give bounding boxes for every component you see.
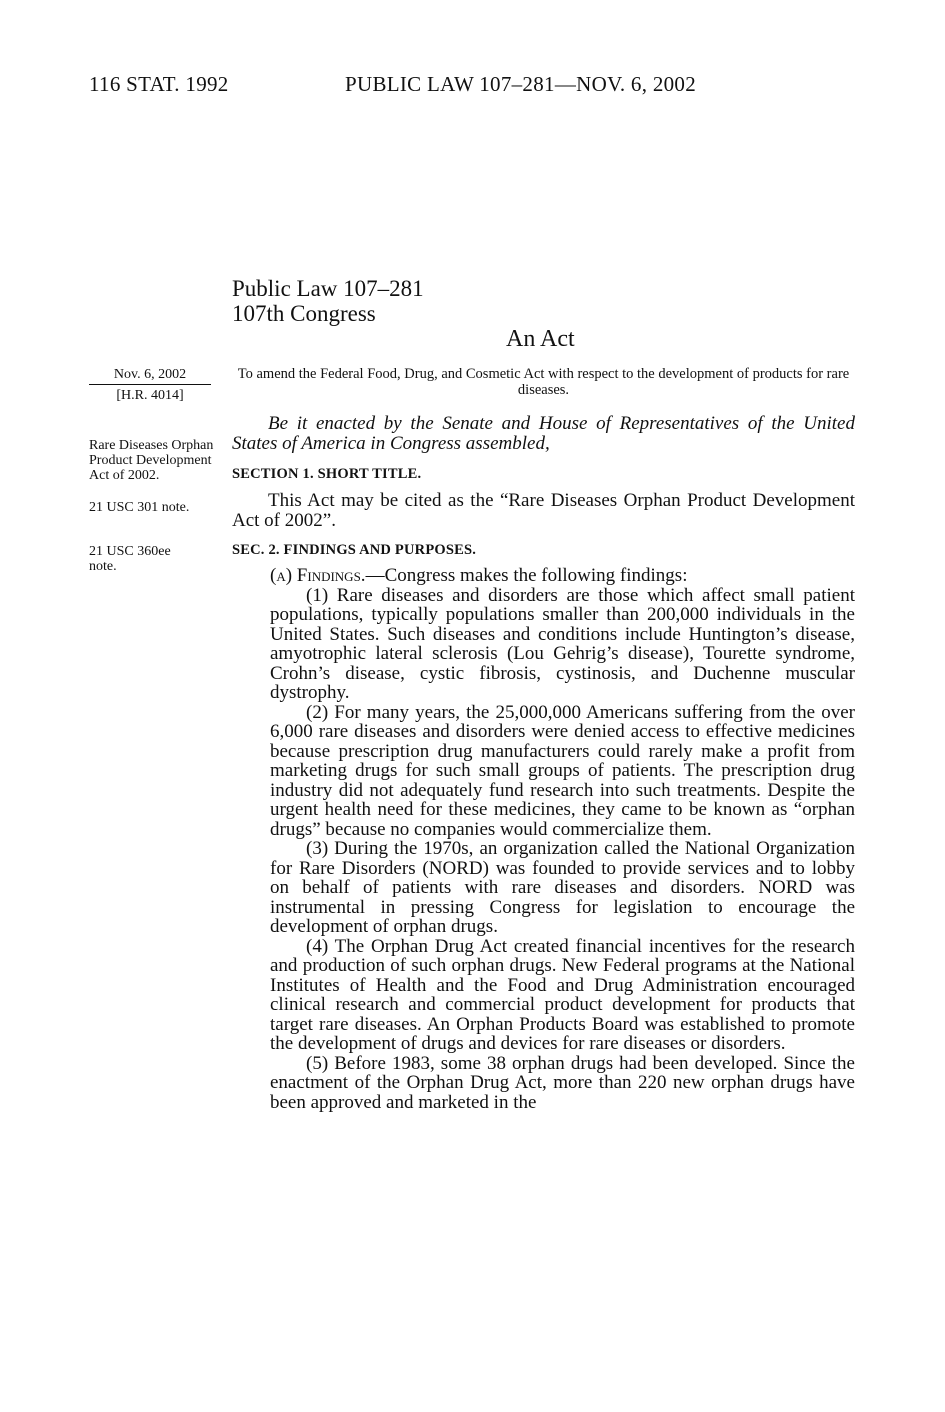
title-block — [232, 276, 424, 326]
act-label: An Act — [506, 326, 575, 352]
page-statute-reference: 116 STAT. 1992 — [89, 72, 229, 96]
law-number: Public Law 107–281 — [232, 276, 424, 301]
finding-3: (3) During the 1970s, an organization called the National Organization for Rare Disorders (NORD) was founded to provide services and to lobby on behalf of patients with rare diseases and disorders. NORD was instrumental in pressing Congress for legislation to encourage the development of orphan drugs. — [270, 838, 855, 937]
bill-number: [H.R. 4014] — [116, 388, 184, 403]
margin-note-usc-2: 21 USC 360ee note. — [89, 544, 171, 574]
margin-note-short-title: Rare Diseases Orphan Product Development Act of 2002. — [89, 438, 214, 483]
finding-4: (4) The Orphan Drug Act created financial incentives for the research and production of such orphan drugs. New Federal programs at the National Institutes of Health and the Food and Drug Administration encouraged clinical research and commercial product development for products that target rare diseases. An Orphan Products Board was established to promote the development of drugs and devices for rare diseases or disorders. — [270, 935, 855, 1054]
section-1-heading: SECTION 1. SHORT TITLE. — [232, 466, 422, 482]
section-1-text: This Act may be cited as the “Rare Diseases Orphan Product Development Act of 2002”. — [232, 490, 855, 531]
congress-label: 107th Congress — [232, 301, 376, 326]
date-bill-block — [89, 366, 211, 404]
date-divider — [89, 384, 211, 385]
section-2-heading: SEC. 2. FINDINGS AND PURPOSES. — [232, 542, 477, 558]
running-title: PUBLIC LAW 107–281—NOV. 6, 2002 — [345, 72, 697, 96]
margin-note-usc-1: 21 USC 301 note. — [89, 500, 190, 515]
finding-1: (1) Rare diseases and disorders are those which affect small patient populations, typically populations smaller than 200,000 individuals in the United States. Such diseases and conditions include Huntington’s disease, amyotrophic lateral sclerosis (Lou Gehrig’s disease), Tourette syndrome, Crohn’s disease, cystic fibrosis, cystinosis, and Duchenne muscular dystrophy. — [270, 584, 855, 703]
finding-5: (5) Before 1983, some 38 orphan drugs had been developed. Since the enactment of the Orphan Drug Act, more than 220 new orphan drugs have been approved and marketed in the — [270, 1052, 855, 1113]
enactment-date: Nov. 6, 2002 — [113, 367, 187, 382]
subsection-a-intro — [270, 566, 855, 586]
findings-block — [270, 566, 855, 1112]
act-purpose: To amend the Federal Food, Drug, and Cosmetic Act with respect to the development of products for rare diseases. — [237, 366, 850, 398]
finding-2: (2) For many years, the 25,000,000 Americans suffering from the over 6,000 rare diseases and disorders were denied access to effective medicines because prescription drug manufacturers could rarely make a profit from marketing drugs for such small groups of patients. The prescription drug industry did not adequately fund research into such treatments. Despite the urgent health need for these medicines, they came to be known as “orphan drugs” because no companies would commercialize them. — [270, 701, 855, 840]
subsection-a-label: (a) Findings. — [270, 565, 366, 586]
subsection-a-intro-text: —Congress makes the following findings: — [365, 565, 688, 586]
enacting-clause: Be it enacted by the Senate and House of Representatives of the United States of America in Congress assembled, — [232, 413, 855, 454]
